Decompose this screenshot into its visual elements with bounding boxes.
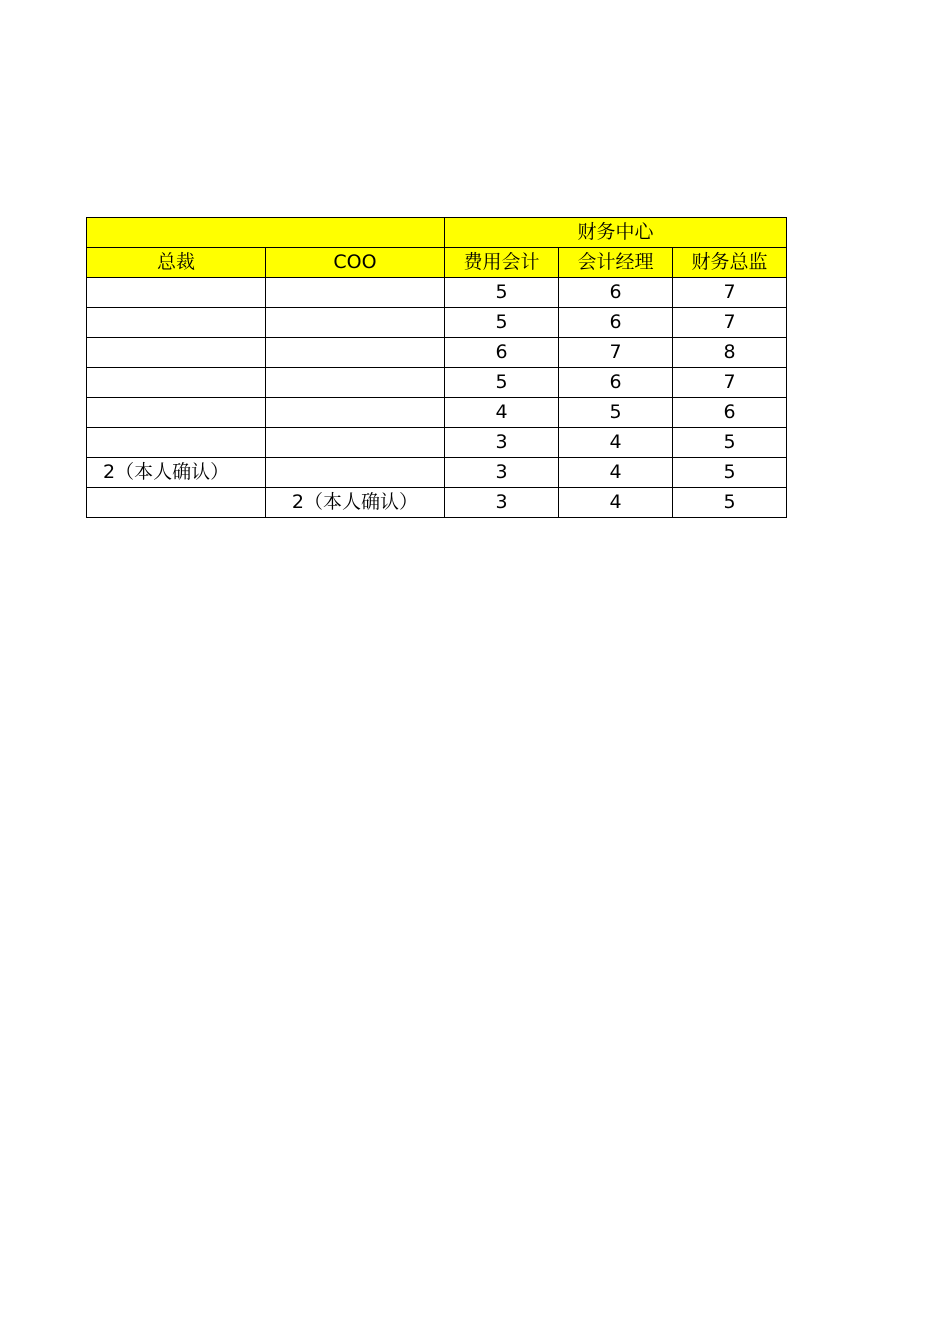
- finance-director-cell[interactable]: 5: [673, 458, 787, 488]
- accounting-manager-cell[interactable]: 5: [559, 398, 673, 428]
- accounting-manager-cell[interactable]: 6: [559, 278, 673, 308]
- finance-director-cell[interactable]: 7: [673, 308, 787, 338]
- president-header[interactable]: 总裁: [87, 248, 266, 278]
- accounting-manager-cell[interactable]: 4: [559, 458, 673, 488]
- finance-director-cell[interactable]: 5: [673, 488, 787, 518]
- table-row: [87, 368, 787, 398]
- president-cell[interactable]: [87, 338, 266, 368]
- president-cell[interactable]: [87, 398, 266, 428]
- approval-level-table: [86, 217, 787, 518]
- coo-cell[interactable]: [266, 368, 445, 398]
- table-row: [87, 278, 787, 308]
- finance-center-header[interactable]: 财务中心: [445, 218, 787, 248]
- finance-director-cell[interactable]: 8: [673, 338, 787, 368]
- president-cell[interactable]: [87, 308, 266, 338]
- finance-director-cell[interactable]: 6: [673, 398, 787, 428]
- expense-accountant-cell[interactable]: 5: [445, 368, 559, 398]
- coo-cell[interactable]: [266, 278, 445, 308]
- blank-group-header-cell[interactable]: [87, 218, 445, 248]
- president-cell[interactable]: [87, 488, 266, 518]
- expense-accountant-cell[interactable]: 4: [445, 398, 559, 428]
- table-row: [87, 398, 787, 428]
- expense-accountant-cell[interactable]: 5: [445, 278, 559, 308]
- president-cell[interactable]: [87, 428, 266, 458]
- coo-cell[interactable]: [266, 308, 445, 338]
- coo-cell[interactable]: [266, 338, 445, 368]
- table-row: [87, 488, 787, 518]
- table-row: [87, 338, 787, 368]
- coo-cell[interactable]: 2（本人确认）: [266, 488, 445, 518]
- finance-director-header[interactable]: 财务总监: [673, 248, 787, 278]
- table-row: [87, 308, 787, 338]
- finance-director-cell[interactable]: 5: [673, 428, 787, 458]
- accounting-manager-cell[interactable]: 7: [559, 338, 673, 368]
- accounting-manager-cell[interactable]: 4: [559, 428, 673, 458]
- accounting-manager-cell[interactable]: 4: [559, 488, 673, 518]
- expense-accountant-cell[interactable]: 3: [445, 488, 559, 518]
- accounting-manager-cell[interactable]: 6: [559, 368, 673, 398]
- coo-header[interactable]: COO: [266, 248, 445, 278]
- column-header-row: [87, 248, 787, 278]
- expense-accountant-cell[interactable]: 3: [445, 458, 559, 488]
- expense-accountant-header[interactable]: 费用会计: [445, 248, 559, 278]
- accounting-manager-cell[interactable]: 6: [559, 308, 673, 338]
- president-cell[interactable]: 2（本人确认）: [87, 458, 266, 488]
- expense-accountant-cell[interactable]: 3: [445, 428, 559, 458]
- coo-cell[interactable]: [266, 428, 445, 458]
- president-cell[interactable]: [87, 278, 266, 308]
- finance-director-cell[interactable]: 7: [673, 368, 787, 398]
- finance-director-cell[interactable]: 7: [673, 278, 787, 308]
- table-row: [87, 428, 787, 458]
- coo-cell[interactable]: [266, 398, 445, 428]
- expense-accountant-cell[interactable]: 6: [445, 338, 559, 368]
- table-row: [87, 458, 787, 488]
- president-cell[interactable]: [87, 368, 266, 398]
- expense-accountant-cell[interactable]: 5: [445, 308, 559, 338]
- coo-cell[interactable]: [266, 458, 445, 488]
- accounting-manager-header[interactable]: 会计经理: [559, 248, 673, 278]
- group-header-row: [87, 218, 787, 248]
